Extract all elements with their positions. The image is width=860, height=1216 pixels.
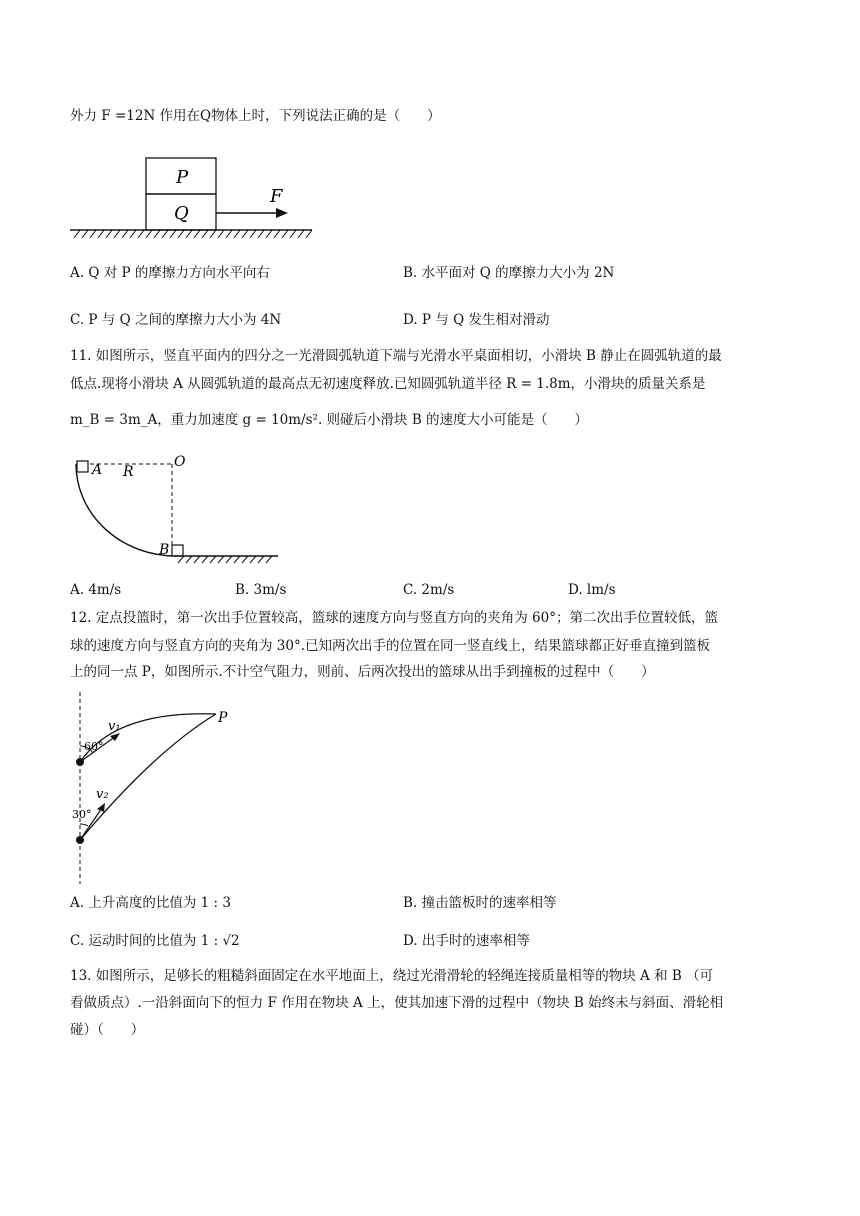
trajectory-2 <box>80 714 216 840</box>
q13-line-1: 13. 如图所示，足够长的粗糙斜面固定在水平地面上，绕过光滑滑轮的轻绳连接质量相等的物块 A 和 B （可 <box>70 968 714 984</box>
q11-figure <box>66 448 296 568</box>
block-b <box>172 545 183 556</box>
label-p: P <box>176 167 189 188</box>
label-60: 60° <box>84 740 104 753</box>
label-f: F <box>270 186 283 207</box>
q10-figure <box>66 150 326 246</box>
label-30: 30° <box>72 808 92 821</box>
q12-figure <box>66 690 246 886</box>
table-hatch <box>178 556 272 563</box>
label-b: B <box>159 542 170 558</box>
q13-line-3: 碰）（ ） <box>70 1022 145 1038</box>
q11-line-1: 11. 如图所示，竖直平面内的四分之一光滑圆弧轨道下端与光滑水平桌面相切，小滑块 B 静止在圆弧轨道的最 <box>70 348 722 364</box>
q10-option-c: C. P 与 Q 之间的摩擦力大小为 4N <box>70 312 282 328</box>
label-v1: v₁ <box>108 719 121 734</box>
q12-option-a: A. 上升高度的比值为 1 : 3 <box>70 895 231 911</box>
label-o: O <box>174 454 186 470</box>
ground-hatch <box>74 230 312 238</box>
q12-option-b: B. 撞击篮板时的速率相等 <box>403 895 557 911</box>
q12-line-2: 球的速度方向与竖直方向的夹角为 30°.已知两次出手的位置在同一竖直线上，结果篮球都正好垂直撞到篮板 <box>70 638 711 654</box>
q13-line-2: 看做质点）.一沿斜面向下的恒力 F 作用在物块 A 上，使其加速下滑的过程中（物块 B 始终未与斜面、滑轮相 <box>70 995 724 1011</box>
q12-option-d: D. 出手时的速率相等 <box>403 933 530 949</box>
angle-arc-30 <box>80 824 88 826</box>
q11-option-a: A. 4m/s <box>70 582 122 598</box>
label-r: R <box>123 464 134 480</box>
label-q: Q <box>174 203 189 224</box>
q11-option-b: B. 3m/s <box>235 582 287 598</box>
q10-option-d: D. P 与 Q 发生相对滑动 <box>403 312 550 328</box>
q11-option-d: D. lm/s <box>568 582 616 598</box>
label-v2: v₂ <box>96 787 109 802</box>
trajectory-1 <box>80 714 216 762</box>
label-a: A <box>92 462 103 478</box>
q10-stem: 外力 F =12N 作用在Q物体上时，下列说法正确的是（ ） <box>70 108 441 124</box>
q12-line-3: 上的同一点 P，如图所示.不计空气阻力，则前、后两次投出的篮球从出手到撞板的过程中（ ） <box>70 664 655 680</box>
q11-line-3: m_B = 3m_A，重力加速度 g = 10m/s². 则碰后小滑块 B 的速度大小可能是（ ） <box>70 412 589 428</box>
q11-option-c: C. 2m/s <box>403 582 455 598</box>
block-a <box>77 461 88 472</box>
label-p: P <box>218 710 228 726</box>
v2-arrowhead <box>97 803 105 812</box>
q11-line-2: 低点.现将小滑块 A 从圆弧轨道的最高点无初速度释放.已知圆弧轨道半径 R = 1.8m，小滑块的质量关系是 <box>70 376 706 392</box>
q12-line-1: 12. 定点投篮时，第一次出手位置较高，篮球的速度方向与竖直方向的夹角为 60°；第二次出手位置较低，篮 <box>70 610 718 626</box>
q10-option-a: A. Q 对 P 的摩擦力方向水平向右 <box>70 265 270 281</box>
force-arrowhead <box>276 208 288 218</box>
q12-option-c: C. 运动时间的比值为 1 : √2 <box>70 933 240 949</box>
q10-option-b: B. 水平面对 Q 的摩擦力大小为 2N <box>403 265 615 281</box>
